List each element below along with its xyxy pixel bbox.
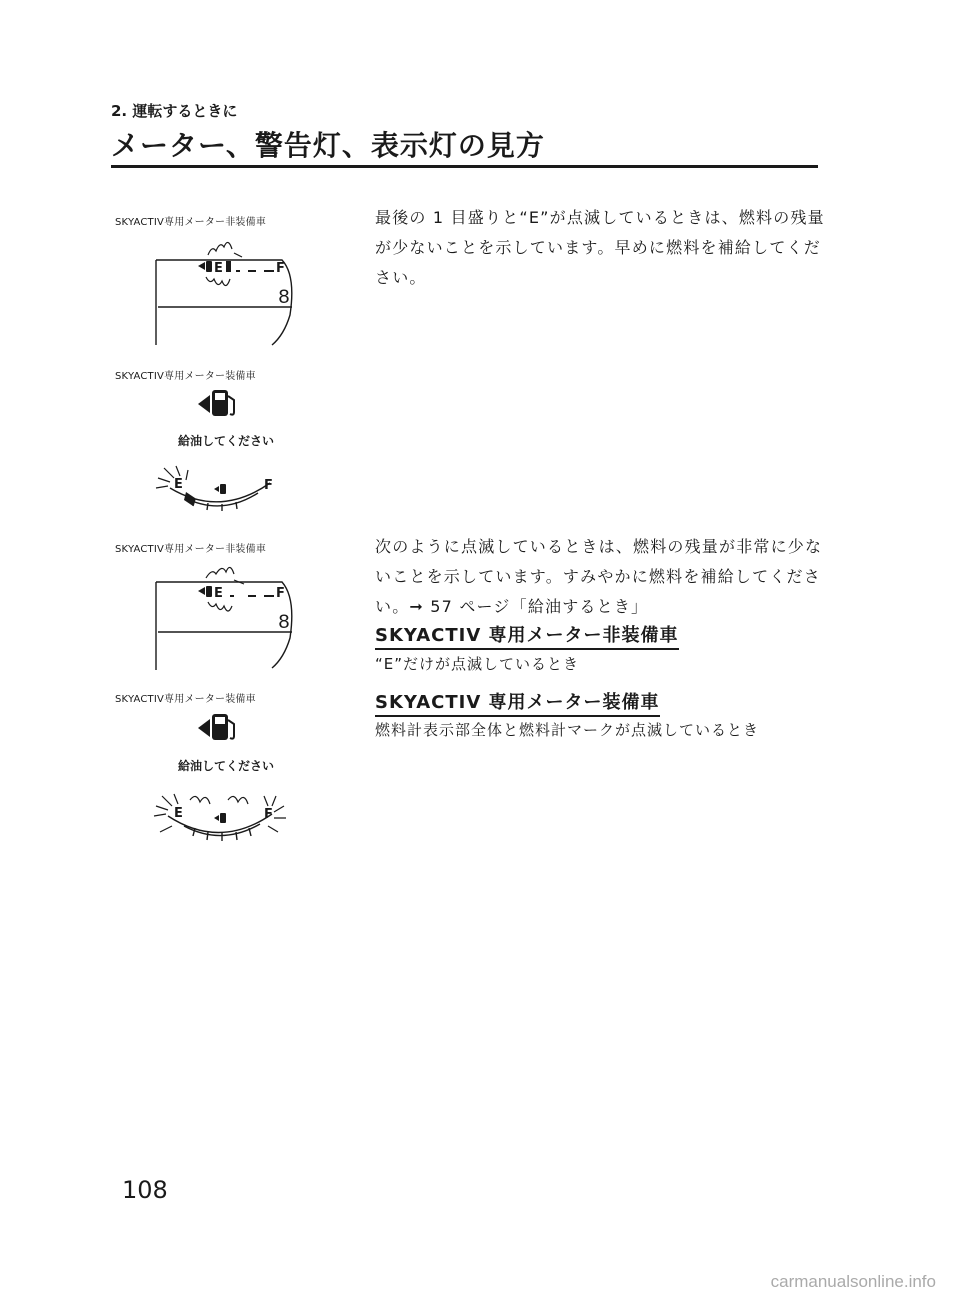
arrow-left-icon <box>198 395 210 413</box>
note-e-blinking: “E”だけが点滅しているとき <box>375 655 580 673</box>
gauge-e-label: E <box>174 477 183 492</box>
figure-arc-gauge-2 <box>150 712 300 852</box>
refuel-warning-text: 給油してください <box>178 759 275 773</box>
refuel-warning-text: 給油してください <box>178 434 275 448</box>
paragraph-very-low-fuel: 次のように点滅しているときは、燃料の残量が非常に少ないことを示しています。すみやかに燃料を補給してください。➞ 57 ページ「給油するとき」 <box>375 537 823 616</box>
gauge-e-label: E <box>214 586 223 601</box>
arrow-left-icon <box>198 719 210 737</box>
figure-arc-gauge-1 <box>150 388 300 518</box>
fuel-pump-icon <box>198 261 212 272</box>
figure-segment-gauge-2 <box>150 560 300 670</box>
fuel-pump-icon <box>198 586 212 597</box>
figure-caption-1: SKYACTIV専用メーター非装備車 <box>115 217 267 228</box>
sub-heading-non-equipped: SKYACTIV 専用メーター非装備車 <box>375 625 679 650</box>
figure-caption-4: SKYACTIV専用メーター装備車 <box>115 694 256 705</box>
title-divider <box>111 165 818 168</box>
section-label: 2. 運転するときに <box>111 102 238 120</box>
digital-readout: 8 <box>278 612 291 635</box>
gauge-f-label: F <box>276 261 285 276</box>
paragraph-low-fuel: 最後の 1 目盛りと“E”が点滅しているときは、燃料の残量が少ないことを示しています。早めに燃料を補給してください。 <box>375 208 825 287</box>
gauge-e-label: E <box>174 806 183 821</box>
fuel-pump-icon <box>214 813 226 823</box>
gauge-f-label: F <box>276 586 285 601</box>
page-title: メーター、警告灯、表示灯の見方 <box>111 129 545 162</box>
gauge-e-label: E <box>214 261 223 276</box>
figure-caption-3: SKYACTIV専用メーター非装備車 <box>115 544 267 555</box>
fuel-pump-icon <box>212 390 234 416</box>
gauge-f-label: F <box>264 807 273 822</box>
figure-caption-2: SKYACTIV専用メーター装備車 <box>115 371 256 382</box>
blink-burst-icon <box>156 466 188 488</box>
digital-readout: 8 <box>278 287 291 310</box>
fuel-pump-icon <box>212 714 234 740</box>
sub-heading-equipped: SKYACTIV 専用メーター装備車 <box>375 692 660 717</box>
note-gauge-blinking: 燃料計表示部全体と燃料計マークが点滅しているとき <box>375 721 760 739</box>
gauge-f-label: F <box>264 478 273 493</box>
fuel-pump-icon <box>214 484 226 494</box>
page-number: 108 <box>122 1176 168 1204</box>
figure-segment-gauge-1 <box>150 235 300 345</box>
watermark: carmanualsonline.info <box>770 1272 936 1291</box>
gauge-segment-lit <box>226 261 231 272</box>
